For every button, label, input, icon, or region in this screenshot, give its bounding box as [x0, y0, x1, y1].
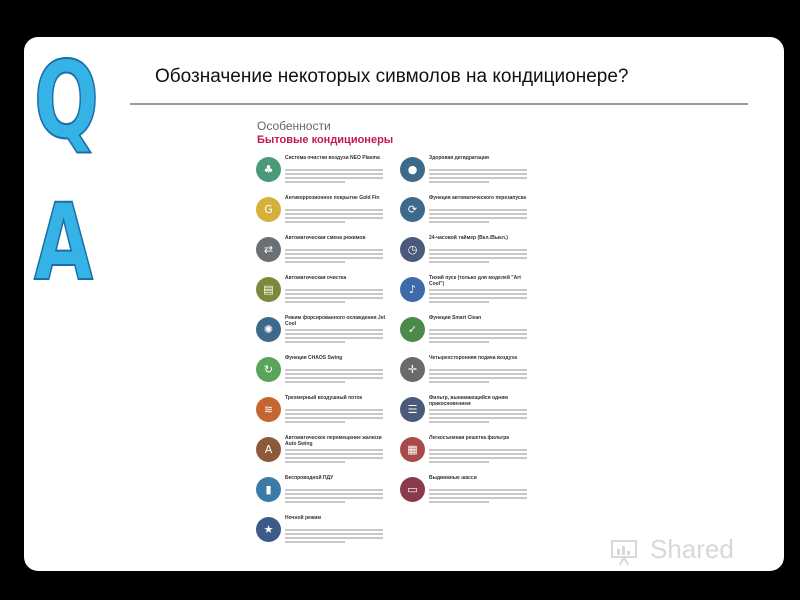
feature-item [397, 195, 533, 235]
q-letter: Q [34, 39, 99, 162]
feature-description-line [429, 329, 527, 331]
feature-description-line [429, 489, 527, 491]
feature-description-line [285, 493, 383, 495]
feature-description-line [429, 253, 527, 255]
feature-label: Фильтр, вынимающийся одним прикосновением [429, 395, 508, 407]
feature-description-line [285, 497, 383, 499]
feature-description-line [285, 249, 383, 251]
remote-icon: ▮ [256, 477, 281, 502]
feature-description-line [285, 373, 383, 375]
feature-description-line [285, 501, 345, 503]
chassis-icon: ▭ [400, 477, 425, 502]
feature-label: Система очистки воздуха NEO Plasma [285, 155, 380, 161]
feature-label: Тихий пуск (только для моделей "Art Cool") [429, 275, 521, 287]
feature-description-line [285, 173, 383, 175]
feature-description-line [429, 493, 527, 495]
right-feature-column [397, 155, 533, 515]
feature-item [253, 235, 389, 275]
feature-item [253, 395, 389, 435]
feature-item [397, 155, 533, 195]
feature-item [253, 315, 389, 355]
feature-description-line [285, 213, 383, 215]
feature-description-line [429, 377, 527, 379]
feature-description-line [285, 209, 383, 211]
feature-description-line [285, 261, 345, 263]
feature-item [397, 355, 533, 395]
feature-label: Функция CHAOS Swing [285, 355, 343, 361]
feature-description-line [285, 529, 383, 531]
feature-description-line [429, 373, 527, 375]
smart-clean-icon: ✓ [400, 317, 425, 342]
feature-item [253, 275, 389, 315]
feature-description-line [429, 169, 527, 171]
feature-description-line [285, 369, 383, 371]
a-letter: A [34, 181, 94, 304]
feature-item [397, 275, 533, 315]
feature-description-line [285, 301, 345, 303]
sheet-heading: Особенности [257, 119, 331, 133]
feature-description-line [429, 209, 527, 211]
filter-icon: ☰ [400, 397, 425, 422]
feature-description-line [429, 301, 489, 303]
gold-fin-icon: G [256, 197, 281, 222]
feature-description-line [285, 181, 345, 183]
tree-icon: ♣ [256, 157, 281, 182]
feature-description-line [429, 337, 527, 339]
feature-description-line [429, 341, 489, 343]
feature-description-line [285, 297, 383, 299]
feature-label: 24-часовой таймер (Вкл./Выкл.) [429, 235, 508, 241]
feature-description-line [285, 337, 383, 339]
feature-label: Режим форсированного охлаждения Jet Cool [285, 315, 386, 327]
feature-description-line [285, 537, 383, 539]
feature-description-line [285, 253, 383, 255]
feature-description-line [429, 173, 527, 175]
feature-description-line [285, 169, 383, 171]
feature-description-line [429, 413, 527, 415]
night-icon: ★ [256, 517, 281, 542]
feature-description-line [429, 181, 489, 183]
title-divider [130, 103, 748, 105]
feature-description-line [429, 369, 527, 371]
feature-label: Функция Smart Clean [429, 315, 482, 321]
feature-label: Функция автоматического перезапуска [429, 195, 527, 201]
feature-label: Трехмерный воздушный поток [285, 395, 363, 401]
feature-description-line [429, 333, 527, 335]
feature-item [397, 475, 533, 515]
feature-item [253, 475, 389, 515]
feature-description-line [285, 449, 383, 451]
auto-swing-icon: A [256, 437, 281, 462]
feature-description-line [429, 501, 489, 503]
feature-description-line [285, 293, 383, 295]
feature-item [397, 395, 533, 435]
feature-description-line [429, 297, 527, 299]
feature-description-line [285, 381, 345, 383]
presentation-icon [610, 538, 640, 566]
feature-description-line [285, 217, 383, 219]
feature-label: Автоматическая смена режимов [285, 235, 366, 241]
feature-description-line [285, 329, 383, 331]
feature-description-line [285, 461, 345, 463]
feature-sheet-image [253, 115, 531, 547]
feature-description-line [429, 421, 489, 423]
sheet-subheading: Бытовые кондиционеры [257, 134, 394, 146]
feature-item [397, 435, 533, 475]
feature-description-line [429, 449, 527, 451]
feature-description-line [429, 249, 527, 251]
feature-description-line [285, 341, 345, 343]
feature-description-line [285, 489, 383, 491]
feature-item [253, 195, 389, 235]
feature-label: Здоровая дегидратация [429, 155, 489, 161]
jet-cool-icon: ✺ [256, 317, 281, 342]
feature-description-line [285, 413, 383, 415]
timer-icon: ◷ [400, 237, 425, 262]
feature-label: Антикоррозионное покрытие Gold Fin [285, 195, 380, 201]
feature-description-line [285, 177, 383, 179]
feature-description-line [429, 213, 527, 215]
feature-label: Выдвижные шасси [429, 475, 477, 481]
watermark-text: Shared [650, 534, 734, 564]
feature-description-line [429, 257, 527, 259]
feature-description-line [285, 533, 383, 535]
airflow-icon: ≋ [256, 397, 281, 422]
feature-description-line [429, 461, 489, 463]
feature-description-line [429, 217, 527, 219]
feature-label: Автоматическая очистка [285, 275, 347, 281]
feature-label: Четырехсторонняя подача воздуха [429, 355, 517, 361]
auto-change-icon: ⇄ [256, 237, 281, 262]
slide-title: Обозначение некоторых сивмолов на кондиционере? [155, 66, 629, 87]
grille-icon: ▦ [400, 437, 425, 462]
feature-item [253, 515, 389, 555]
four-way-icon: ✛ [400, 357, 425, 382]
restart-icon: ⟳ [400, 197, 425, 222]
feature-description-line [285, 333, 383, 335]
feature-label: Легкосъемная решетка фильтра [429, 435, 510, 441]
feature-item [397, 315, 533, 355]
feature-description-line [285, 453, 383, 455]
feature-description-line [429, 381, 489, 383]
feature-description-line [285, 457, 383, 459]
feature-label: Ночной режим [285, 515, 322, 521]
dehumidify-icon: ● [400, 157, 425, 182]
feature-item [253, 435, 389, 475]
feature-description-line [285, 421, 345, 423]
feature-description-line [429, 409, 527, 411]
feature-description-line [429, 417, 527, 419]
feature-item [397, 235, 533, 275]
feature-description-line [429, 457, 527, 459]
quiet-icon: ♪ [400, 277, 425, 302]
feature-description-line [429, 293, 527, 295]
feature-description-line [429, 221, 489, 223]
feature-description-line [429, 453, 527, 455]
feature-item [253, 155, 389, 195]
left-feature-column [253, 155, 389, 555]
feature-description-line [285, 289, 383, 291]
feature-label: Автоматическое перемещение жалюзи Auto Swing [285, 435, 382, 447]
feature-description-line [429, 289, 527, 291]
feature-description-line [285, 221, 345, 223]
swing-icon: ↻ [256, 357, 281, 382]
feature-description-line [285, 377, 383, 379]
feature-description-line [429, 261, 489, 263]
feature-description-line [285, 541, 345, 543]
feature-description-line [285, 409, 383, 411]
feature-description-line [285, 257, 383, 259]
feature-label: Беспроводной ПДУ [285, 475, 334, 481]
feature-description-line [429, 497, 527, 499]
feature-item [253, 355, 389, 395]
feature-description-line [285, 417, 383, 419]
feature-description-line [429, 177, 527, 179]
auto-clean-icon: ▤ [256, 277, 281, 302]
